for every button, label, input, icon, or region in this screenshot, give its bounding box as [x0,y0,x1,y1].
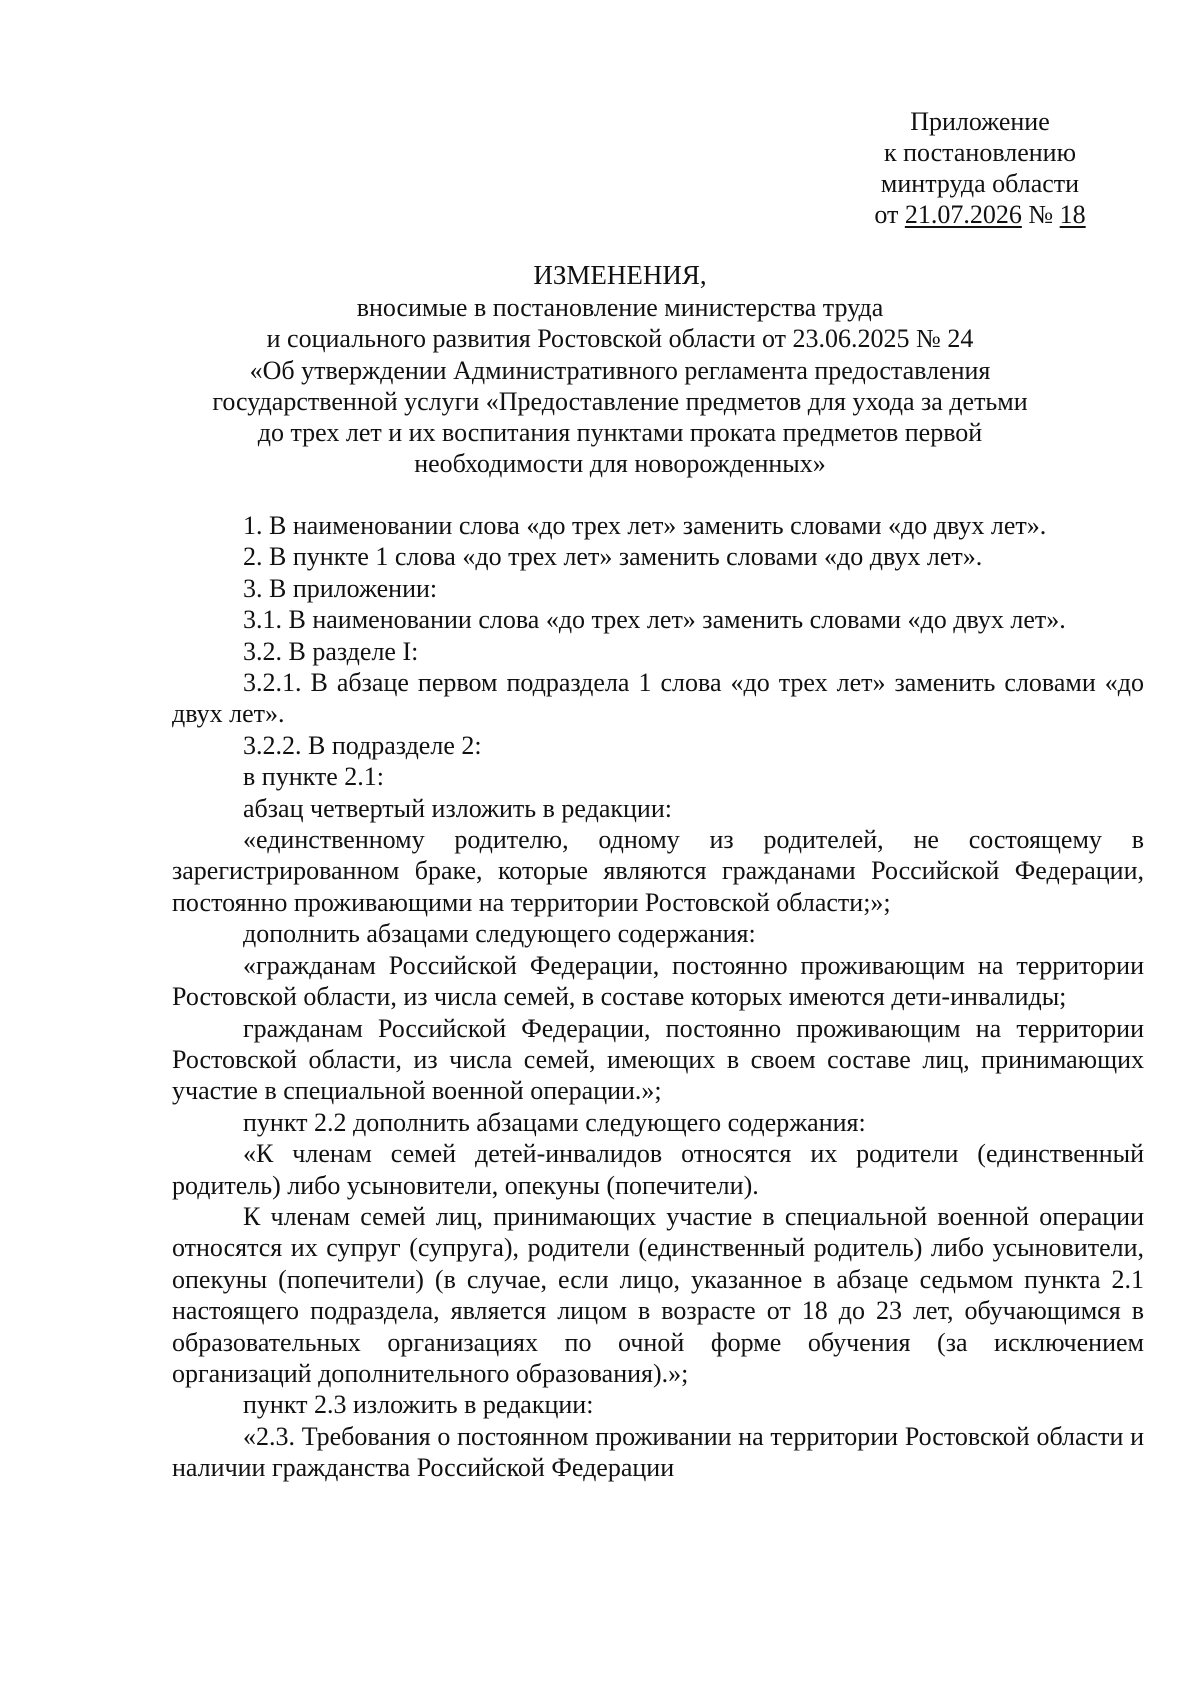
paragraph: в пункте 2.1: [243,762,385,792]
title-line: необходимости для новорожденных» [414,449,826,479]
paragraph: К членам семей лиц, принимающих участие в специальной военной операции относятся их супруг (супруга), родители (единственный родитель) либо усыновители, опекуны (попечители) (в случае, если лицо, указанное в абзаце седьмом пункта 2.1 настоящего подраздела, является лицом в возрасте от 18 до 23 лет, обучающимся в образовательных организациях по очной форме обучения (за исключением организаций дополнительного образования).»; [172,1201,1144,1388]
approval-stamp [840,106,1120,230]
paragraph: «2.3. Требования о постоянном проживании на территории Ростовской области и наличии гражданства Российской Федерации [172,1421,1144,1483]
paragraph: 3.1. В наименовании слова «до трех лет» заменить словами «до двух лет». [243,605,1066,635]
paragraph: 3.2.2. В подразделе 2: [243,730,482,760]
approval-line-2: к постановлению [883,138,1077,167]
paragraph: абзац четвертый изложить в редакции: [243,793,672,823]
paragraph: пункт 2.3 изложить в редакции: [243,1390,594,1420]
paragraph: 1. В наименовании слова «до трех лет» заменить словами «до двух лет». [243,511,1047,540]
title-line: «Об утверждении Административного регламента предоставления [249,355,991,385]
paragraph: «единственному родителю, одному из родителей, не состоящему в зарегистрированном браке, которые являются гражданами Российской Федерации, постоянно проживающими на территории Ростовской области;»; [172,825,1144,917]
approval-date-line [840,199,1120,230]
paragraph: пункт 2.2 дополнить абзацами следующего содержания: [243,1107,866,1137]
paragraph: 3.2.1. В абзаце первом подраздела 1 слова «до трех лет» заменить словами «до двух лет». [172,668,1144,729]
title-line: вносимые в постановление министерства труда [356,293,884,323]
approval-number: 18 [1059,200,1086,229]
document-title [150,260,1090,479]
approval-line-1: Приложение [910,107,1050,136]
paragraph: 3.2. В разделе I: [243,636,419,666]
document-body [172,510,1144,1484]
title-line: до трех лет и их воспитания пунктами проката предметов первой [257,418,983,448]
paragraph: дополнить абзацами следующего содержания: [243,919,756,949]
approval-number-sign: № [1028,200,1054,229]
approval-date-prefix: от [874,200,899,229]
approval-date: 21.07.2026 [904,200,1022,229]
paragraph: гражданам Российской Федерации, постоянно проживающим на территории Ростовской области, из числа семей, имеющих в своем составе лиц, принимающих участие в специальной военной операции.»; [172,1013,1144,1106]
paragraph: «К членам семей детей-инвалидов относятся их родители (единственный родитель) либо усыновители, опекуны (попечители). [172,1139,1144,1200]
title-heading: ИЗМЕНЕНИЯ, [533,260,707,290]
paragraph: «гражданам Российской Федерации, постоянно проживающим на территории Ростовской области, из числа семей, в составе которых имеются дети-инвалиды; [172,950,1144,1012]
paragraph: 2. В пункте 1 слова «до трех лет» заменить словами «до двух лет». [243,542,983,572]
paragraph: 3. В приложении: [243,573,438,603]
approval-line-3: минтруда области [880,169,1080,198]
title-line: и социального развития Ростовской области от 23.06.2025 № 24 [266,324,974,354]
title-line: государственной услуги «Предоставление предметов для ухода за детьми [212,386,1028,416]
